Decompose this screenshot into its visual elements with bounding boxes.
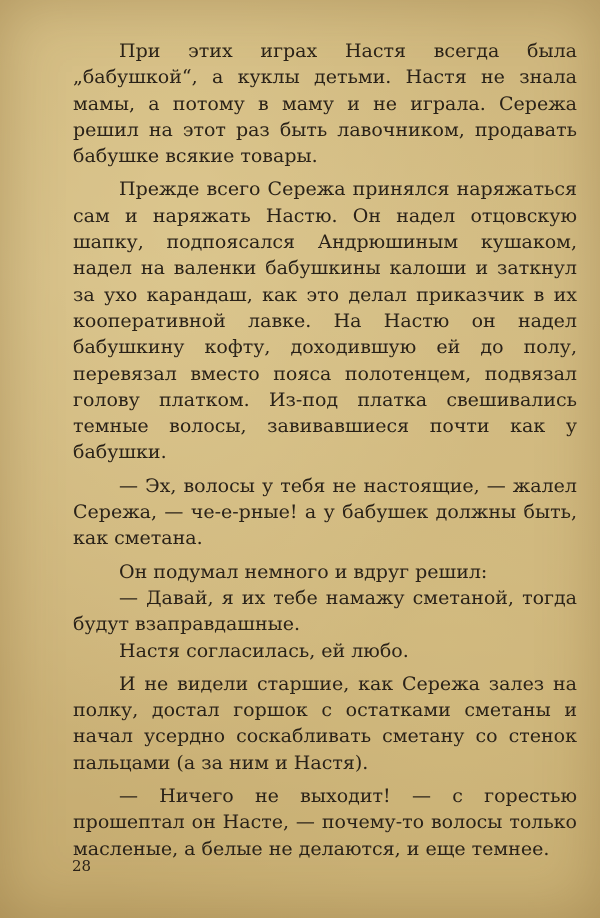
paragraph: — Эх, волосы у тебя не настоящие, — жалел Сережа, — че-е-рные! а у бабушек должны быть, как сметана. [73, 474, 577, 550]
paragraph: При этих играх Настя всегда была „бабушкой“, а куклы детьми. Настя не знала мамы, а потому в маму и не играла. Сережа решил на этот раз быть лавочником, продавать бабушке всякие товары. [73, 40, 577, 168]
paragraph: Он подумал немного и вдруг решил: [119, 560, 488, 583]
page-number: 28 [72, 857, 92, 875]
paragraph: — Давай, я их тебе намажу сметаной, тогда будут взаправдашные. [73, 586, 577, 636]
body-text [73, 38, 577, 862]
paragraph: Прежде всего Сережа принялся наряжаться сам и наряжать Настю. Он надел отцовскую шапку, подпоясался Андрюшиным кушаком, надел на валенки бабушкины калоши и заткнул за ухо карандаш, как это делал приказчик в их кооперативной лавке. На Настю он надел бабушкину кофту, доходившую ей до полу, перевязал вместо пояса полотенцем, подвязал голову платком. Из-под платка свешивались темные волосы, завивавшиеся почти как у бабушки. [73, 178, 577, 464]
paragraph: Настя согласилась, ей любо. [119, 639, 409, 662]
paragraph: — Ничего не выходит! — с горестью прошептал он Насте, — почему-то волосы только масленые, а белые не делаются, и еще темнее. [73, 785, 577, 860]
paragraph: И не видели старшие, как Сережа залез на полку, достал горшок с остатками сметаны и начал усердно соскабливать сметану со стенок пальцами (а за ним и Настя). [73, 672, 577, 774]
